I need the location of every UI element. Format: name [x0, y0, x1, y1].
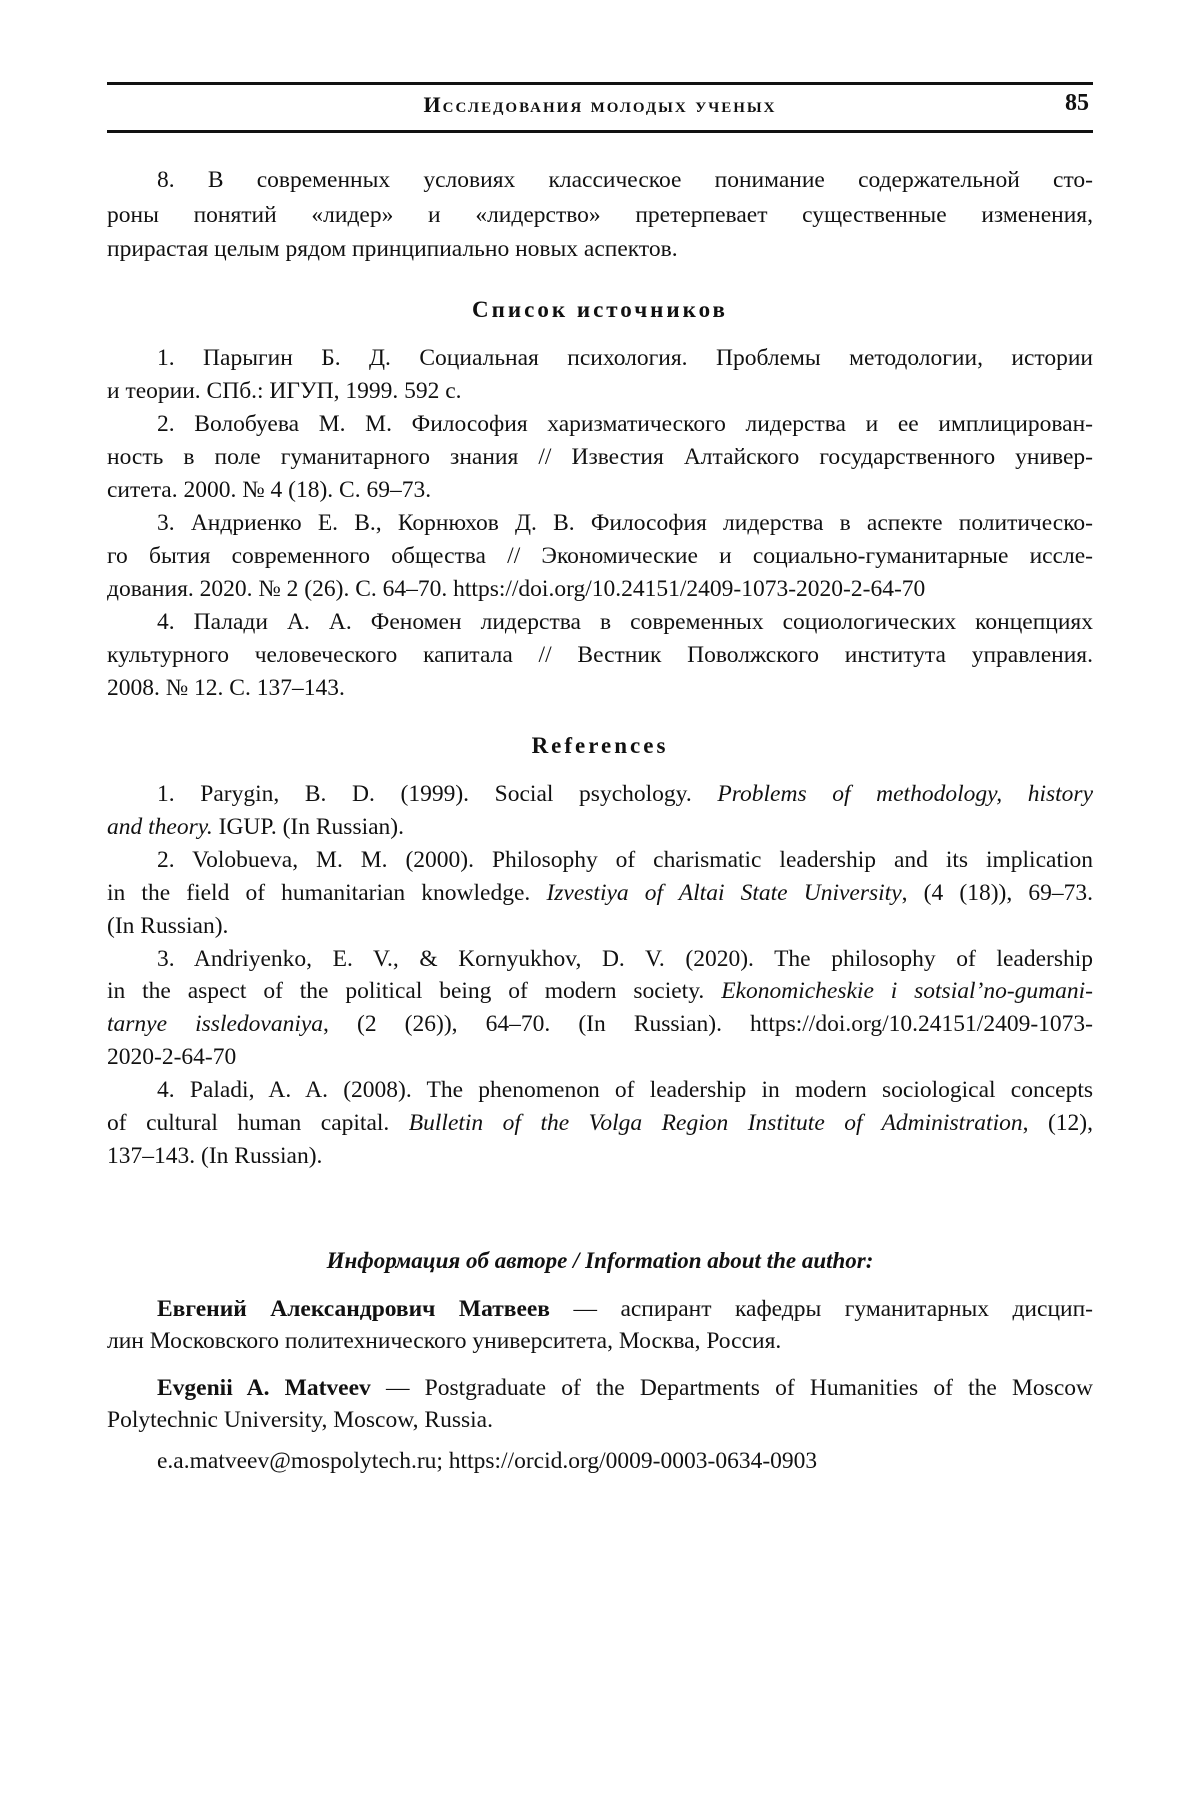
- text-line: [107, 474, 1093, 507]
- text-line: [107, 1074, 1093, 1107]
- italic-text: tarnye issledovaniya: [107, 1011, 323, 1037]
- text-line: [107, 639, 1093, 672]
- text-line: [107, 877, 1093, 910]
- text-line: [107, 375, 1093, 408]
- text-segment: of cultural human capital.: [107, 1110, 409, 1136]
- text-line: [107, 198, 1093, 233]
- text-line: [107, 672, 1093, 705]
- author-en: [107, 1372, 1093, 1436]
- header-top-rule: [107, 82, 1093, 85]
- text-segment: ность в поле гуманитарного знания // Известия Алтайского государственного универ-: [107, 444, 1093, 470]
- text-segment[interactable]: дования. 2020. № 2 (26). С. 64–70. https://doi.org/10.24151/2409-1073-2020-2-64-70: [107, 576, 925, 602]
- bold-text: Evgenii A. Matveev: [157, 1375, 371, 1401]
- text-line: [107, 408, 1093, 441]
- text-segment: прирастая целым рядом принципиально новых аспектов.: [107, 236, 678, 262]
- text-line: [107, 606, 1093, 639]
- text-segment: — аспирант кафедры гуманитарных дисцип-: [550, 1296, 1093, 1322]
- text-line: [107, 1293, 1093, 1325]
- references-heading: References: [107, 733, 1093, 759]
- text-line: [107, 943, 1093, 976]
- text-line: [107, 811, 1093, 844]
- sources-heading: Список источников: [107, 297, 1093, 323]
- text-segment: ситета. 2000. № 4 (18). С. 69–73.: [107, 477, 431, 503]
- text-segment: — Postgraduate of the Departments of Humanities of the Moscow: [371, 1375, 1093, 1401]
- text-line: [107, 1041, 1093, 1074]
- text-segment: 2020-2-64-70: [107, 1044, 236, 1070]
- text-segment: 2008. № 12. С. 137–143.: [107, 675, 345, 701]
- italic-text: Bulletin of the Volga Region Institute of Administration: [409, 1110, 1023, 1136]
- text-line: [107, 1107, 1093, 1140]
- text-segment: 2. Волобуева М. М. Философия харизматического лидерства и ее имплицирован-: [157, 411, 1093, 437]
- text-line: [107, 1325, 1093, 1357]
- text-line: [107, 778, 1093, 811]
- text-line: [107, 1008, 1093, 1041]
- text-segment: 3. Andriyenko, E. V., & Kornyukhov, D. V. (2020). The philosophy of leadership: [157, 946, 1093, 972]
- italic-text: Ekonomicheskie i sotsial’no-gumani-: [721, 978, 1093, 1004]
- author-info-heading: Информация об авторе / Information about the author:: [107, 1248, 1093, 1274]
- text-line: [107, 163, 1093, 198]
- italic-text: Problems of methodology, history: [717, 781, 1093, 807]
- text-segment: 4. Paladi, A. A. (2008). The phenomenon of leadership in modern sociological concepts: [157, 1077, 1093, 1103]
- text-segment[interactable]: , (2 (26)), 64–70. (In Russian). https://doi.org/10.24151/2409-1073-: [323, 1011, 1093, 1037]
- text-segment: , (12),: [1023, 1110, 1093, 1136]
- author-ru: [107, 1293, 1093, 1357]
- text-segment: IGUP. (In Russian).: [213, 814, 404, 840]
- text-line: [107, 844, 1093, 877]
- text-line: [107, 507, 1093, 540]
- running-title: Исследования молодых ученых: [107, 92, 1093, 118]
- intro-paragraph: [107, 163, 1093, 267]
- text-segment: лин Московского политехнического университета, Москва, Россия.: [107, 1328, 781, 1354]
- italic-text: and theory.: [107, 814, 213, 840]
- text-segment: культурного человеческого капитала // Вестник Поволжского института управления.: [107, 642, 1093, 668]
- text-segment: in the field of humanitarian knowledge.: [107, 880, 546, 906]
- italic-text: Izvestiya of Altai State University: [546, 880, 901, 906]
- running-header: [107, 92, 1093, 122]
- text-segment: 1. Парыгин Б. Д. Социальная психология. Проблемы методологии, истории: [157, 345, 1093, 371]
- author-contacts: [107, 1445, 1093, 1477]
- text-line: [107, 1140, 1093, 1173]
- bold-text: Евгений Александрович Матвеев: [157, 1296, 550, 1322]
- text-segment: , (4 (18)), 69–73.: [902, 880, 1093, 906]
- text-line: [107, 975, 1093, 1008]
- text-line: [107, 1372, 1093, 1404]
- text-line: [107, 441, 1093, 474]
- text-segment: (In Russian).: [107, 913, 228, 939]
- text-line: [107, 1404, 1093, 1436]
- text-segment: роны понятий «лидер» и «лидерство» претерпевает существенные изменения,: [107, 202, 1093, 228]
- text-line: [107, 342, 1093, 375]
- text-line: [107, 540, 1093, 573]
- text-segment: Polytechnic University, Moscow, Russia.: [107, 1407, 493, 1433]
- text-segment: и теории. СПб.: ИГУП, 1999. 592 с.: [107, 378, 462, 404]
- text-segment[interactable]: e.a.matveev@mospolytech.ru; https://orcid.org/0009-0003-0634-0903: [157, 1448, 817, 1474]
- text-line: [107, 1445, 1093, 1477]
- page-number: 85: [1065, 90, 1089, 117]
- header-bottom-rule: [107, 130, 1093, 133]
- text-segment: 4. Палади А. А. Феномен лидерства в современных социологических концепциях: [157, 609, 1093, 635]
- text-segment: 8. В современных условиях классическое понимание содержательной сто-: [157, 167, 1093, 193]
- text-segment: 2. Volobueva, M. M. (2000). Philosophy of charismatic leadership and its implication: [157, 847, 1093, 873]
- text-segment: го бытия современного общества // Экономические и социально-гуманитарные иссле-: [107, 543, 1093, 569]
- text-segment: 137–143. (In Russian).: [107, 1143, 322, 1169]
- text-segment: in the aspect of the political being of modern society.: [107, 978, 721, 1004]
- text-segment: 1. Parygin, B. D. (1999). Social psychology.: [157, 781, 717, 807]
- sources-list: [107, 342, 1093, 705]
- text-line: [107, 232, 1093, 267]
- text-segment: 3. Андриенко Е. В., Корнюхов Д. В. Философия лидерства в аспекте политическо-: [157, 510, 1093, 536]
- text-line: [107, 910, 1093, 943]
- references-list: [107, 778, 1093, 1173]
- text-line: [107, 573, 1093, 606]
